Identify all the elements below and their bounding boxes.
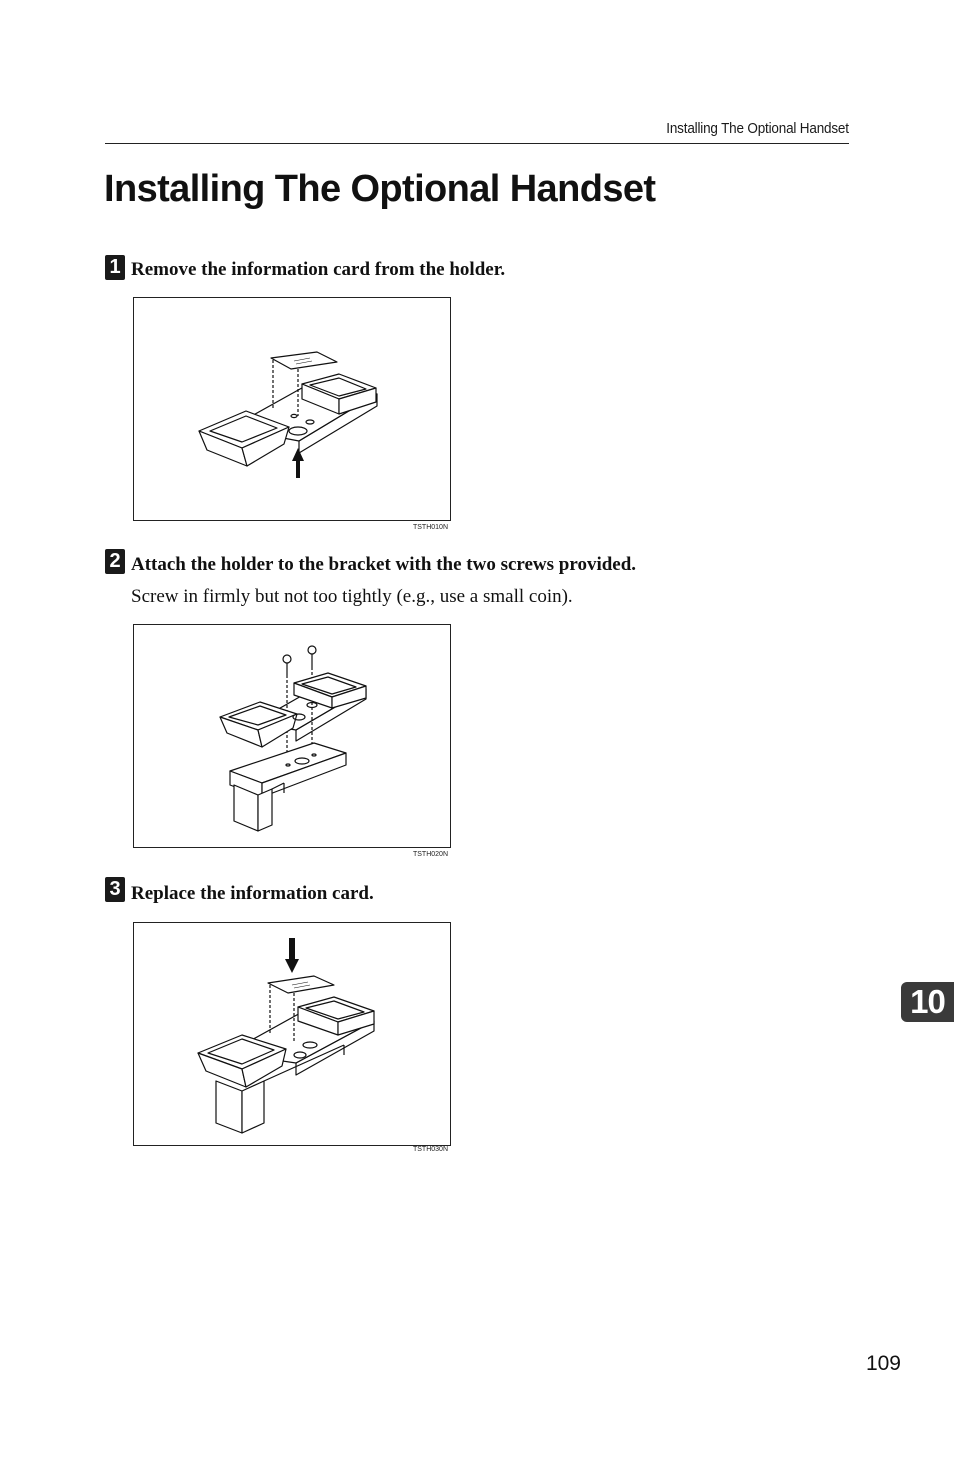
step-2-number: 2	[105, 549, 125, 574]
running-header-title: Installing The Optional Handset	[666, 120, 849, 137]
figure-code-3: TSTH030N	[412, 1146, 448, 1153]
page-number: 109	[865, 1352, 901, 1375]
holder-card-illustration	[134, 923, 450, 1145]
figure-code-2: TSTH020N	[412, 851, 448, 858]
figure-attach-holder	[133, 624, 451, 858]
chapter-tab: 10	[901, 982, 954, 1022]
step-2-note: Screw in firmly but not too tightly (e.g., use a small coin).	[131, 586, 573, 607]
step-1-number: 1	[105, 255, 125, 280]
figure-remove-card	[133, 297, 451, 531]
page-title: Installing The Optional Handset	[104, 168, 656, 210]
figure-code-1: TSTH010N	[412, 524, 448, 531]
step-3-number: 3	[105, 877, 125, 902]
step-3-text: Replace the information card.	[131, 883, 374, 904]
step-1-text: Remove the information card from the holder.	[131, 259, 506, 280]
running-header	[105, 118, 849, 144]
handset-holder-illustration	[134, 298, 450, 520]
step-2-text: Attach the holder to the bracket with the two screws provided.	[131, 554, 637, 575]
holder-bracket-illustration	[134, 625, 450, 847]
figure-replace-card	[133, 922, 451, 1153]
